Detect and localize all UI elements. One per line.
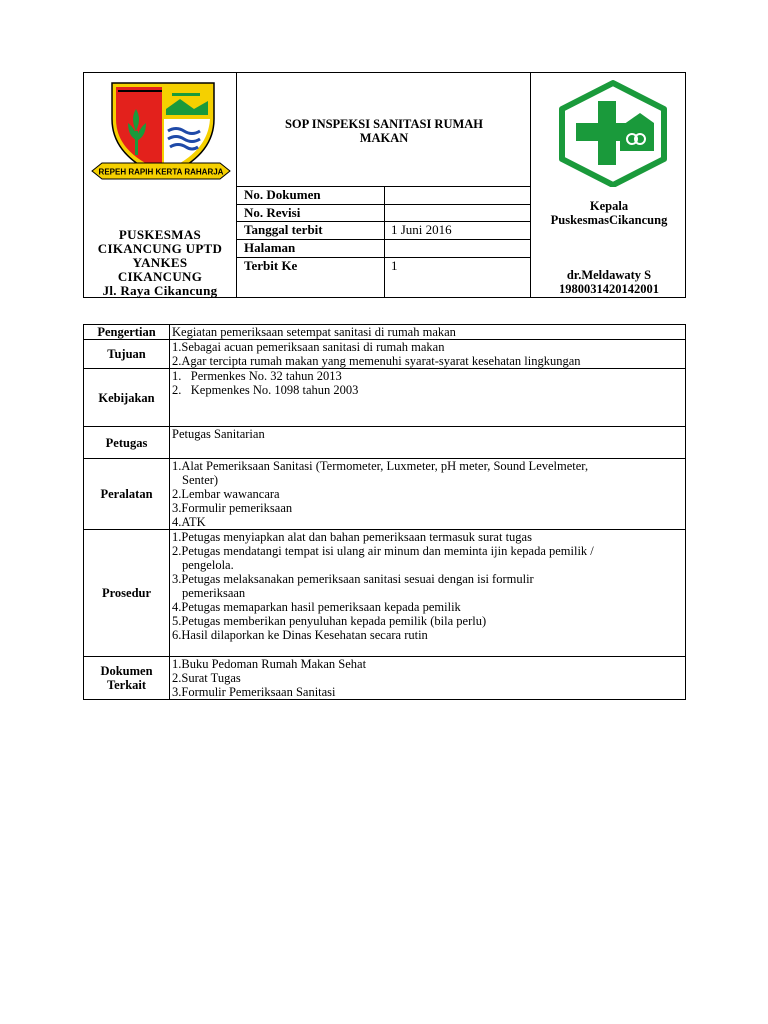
kepala-title: Kepala PuskesmasCikancung: [550, 199, 668, 227]
value-dokumen-terkait: [170, 657, 686, 700]
label-tujuan: Tujuan: [84, 340, 170, 369]
list-item: 1.Buku Pedoman Rumah Makan Sehat: [172, 657, 367, 671]
list-item: 3.Formulir pemeriksaan: [172, 501, 293, 515]
kabupaten-crest-logo: [90, 79, 232, 187]
row-dokumen-terkait: [84, 657, 686, 700]
meta-label-terbit-ke: Terbit Ke: [244, 258, 298, 273]
signer-nip: 198003142014200​1: [559, 282, 659, 296]
value-petugas: Petugas Sanitarian: [170, 427, 686, 459]
row-pengertian: [84, 325, 686, 340]
value-kebijakan: [170, 369, 686, 427]
row-tujuan: [84, 340, 686, 369]
label-pengertian: Pengertian: [84, 325, 170, 340]
list-item: 1.Alat Pemeriksaan Sanitasi (Termometer, Luxmeter, pH meter, Sound Levelmeter, Senter): [172, 459, 589, 487]
list-item: 1.Sebagai acuan pemeriksaan sanitasi di rumah makan: [172, 340, 445, 354]
list-item: 2.Surat Tugas: [172, 671, 241, 685]
signer-name: dr.Meldawaty S: [566, 268, 652, 282]
meta-label-no-dokumen: No. Dokumen: [244, 187, 321, 202]
sop-content-table: [83, 324, 686, 700]
list-item: 1. Permenkes No. 32 tahun 2013: [172, 369, 342, 383]
header-divider: [236, 73, 237, 297]
puskesmas-logo: [556, 79, 670, 187]
signer: [531, 268, 687, 296]
list-item: 3.Formulir Pemeriksaan Sanitasi: [172, 685, 336, 699]
row-petugas: [84, 427, 686, 459]
list-item: 2.Petugas mendatangi tempat isi ulang air minum dan meminta ijin kepada pemilik / pengelola.: [172, 544, 594, 572]
list-item: 4.Petugas memaparkan hasil pemeriksaan kepada pemilik: [172, 600, 461, 614]
list-item: 2.Lembar wawancara: [172, 487, 280, 501]
label-peralatan: Peralatan: [84, 459, 170, 530]
list-item: 2.Agar tercipta rumah makan yang memenuhi syarat-syarat kesehatan lingkungan: [172, 354, 581, 368]
label-dokumen-terkait: Dokumen Terkait: [84, 657, 170, 700]
meta-value-tanggal-terbit: 1 Juni 2016: [391, 222, 452, 237]
meta-divider: [384, 186, 385, 297]
row-peralatan: [84, 459, 686, 530]
header-divider: [530, 73, 531, 297]
meta-label-tanggal-terbit: Tanggal terbit: [244, 222, 323, 237]
crest-motto: REPEH RAPIH KERTA RAHARJA: [98, 167, 224, 177]
organization-name: PUSKESMAS CIKANCUNG UPTD YANKES CIKANCUNG Jl. Raya Cikancung: [97, 227, 223, 298]
list-item: 5.Petugas memberikan penyuluhan kepada pemilik (bila perlu): [172, 614, 487, 628]
value-prosedur: [170, 530, 686, 657]
list-item: 2. Kepmenkes No. 1098 tahun 2003: [172, 383, 359, 397]
list-item: 1.Petugas menyiapkan alat dan bahan pemeriksaan termasuk surat tugas: [172, 530, 532, 544]
sop-title: SOP INSPEKSI SANITASI RUMAH MAKAN: [284, 117, 484, 145]
meta-label-halaman: Halaman: [244, 240, 296, 255]
value-peralatan: [170, 459, 686, 530]
meta-label-no-revisi: No. Revisi: [244, 205, 301, 220]
list-item: 4.ATK: [172, 515, 206, 529]
label-prosedur: Prosedur: [84, 530, 170, 657]
value-tujuan: [170, 340, 686, 369]
list-item: 3.Petugas melaksanakan pemeriksaan sanitasi sesuai dengan isi formulir pemeriksaan: [172, 572, 534, 600]
meta-value-terbit-ke: 1: [391, 258, 398, 273]
value-pengertian: Kegiatan pemeriksaan setempat sanitasi di rumah makan: [170, 325, 686, 340]
sop-header: [83, 72, 686, 298]
row-kebijakan: [84, 369, 686, 427]
list-item: 6.Hasil dilaporkan ke Dinas Kesehatan secara rutin: [172, 628, 428, 642]
label-kebijakan: Kebijakan: [84, 369, 170, 427]
label-petugas: Petugas: [84, 427, 170, 459]
row-prosedur: [84, 530, 686, 657]
